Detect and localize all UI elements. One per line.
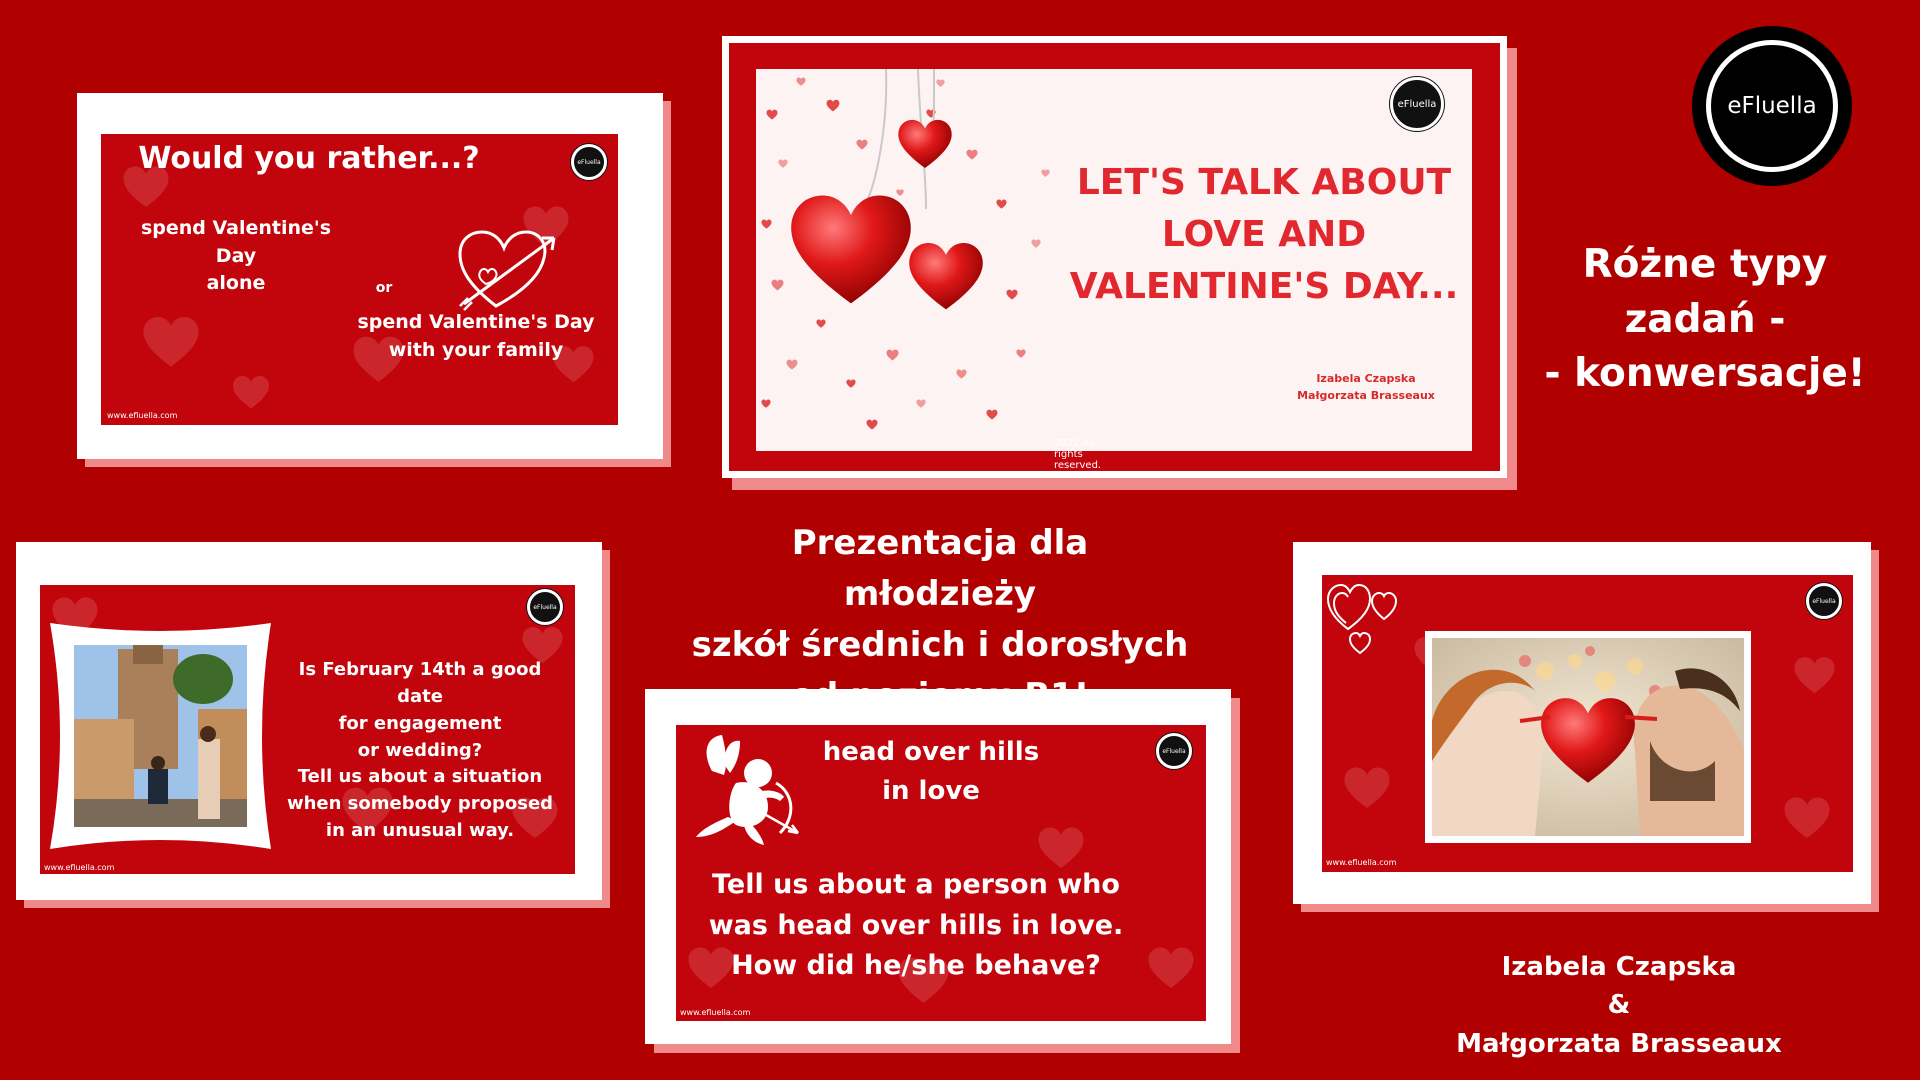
authors-bottom: Izabela Czapska & Małgorzata Brasseaux bbox=[1456, 952, 1782, 1059]
rights-text: 2022 All rights reserved. bbox=[1054, 438, 1102, 471]
slide-idiom bbox=[676, 725, 1206, 1021]
title-authors: Izabela Czapska Małgorzata Brasseaux bbox=[1297, 372, 1435, 403]
slide-logo: eFluella bbox=[1390, 77, 1444, 131]
or-label: or bbox=[375, 280, 393, 296]
slide-title-page bbox=[756, 69, 1472, 451]
couple-kiss-photo bbox=[1425, 631, 1751, 843]
heart-confetti bbox=[756, 69, 1066, 451]
slide-logo: eFluella bbox=[527, 589, 563, 625]
slide-couple bbox=[1322, 575, 1853, 872]
heart-arrow-icon bbox=[456, 224, 562, 316]
efluella-logo: eFluella bbox=[1692, 26, 1852, 186]
proposal-photo bbox=[48, 619, 273, 853]
slide-would-you-rather bbox=[101, 134, 618, 425]
slide-logo: eFluella bbox=[1156, 733, 1192, 769]
slide-february bbox=[40, 585, 575, 874]
slide-url: www.efluella.com bbox=[1326, 858, 1397, 867]
slide-logo: eFluella bbox=[1806, 583, 1842, 619]
question-two: Tell us about a situation when somebody proposed in an unusual way. bbox=[286, 766, 554, 841]
idiom-text: head over hills in love bbox=[822, 737, 1040, 806]
hearts-outline-icon bbox=[1324, 579, 1404, 657]
slide-title: Would you rather...? bbox=[138, 141, 480, 176]
cupid-icon bbox=[692, 733, 802, 851]
slide-url: www.efluella.com bbox=[44, 863, 115, 872]
option-two: spend Valentine's Day with your family bbox=[357, 311, 595, 361]
center-description: Prezentacja dla młodzieży szkół średnich i dorosłych bbox=[691, 523, 1189, 665]
option-one: spend Valentine's Day alone bbox=[140, 217, 332, 295]
title-text: LET'S TALK ABOUT LOVE AND VALENTINE'S DAY... bbox=[1069, 162, 1459, 308]
idiom-prompt: Tell us about a person who was head over hills in love. How did he/she behave? bbox=[708, 869, 1124, 981]
question-one: Is February 14th a good date for engagement or wedding? bbox=[298, 659, 542, 761]
slide-url: www.efluella.com bbox=[680, 1008, 751, 1017]
slide-url: www.efluella.com bbox=[107, 411, 178, 420]
slide-logo: eFluella bbox=[571, 144, 607, 180]
heading-right: Różne typy zadań - - konwersacje! bbox=[1544, 242, 1866, 397]
